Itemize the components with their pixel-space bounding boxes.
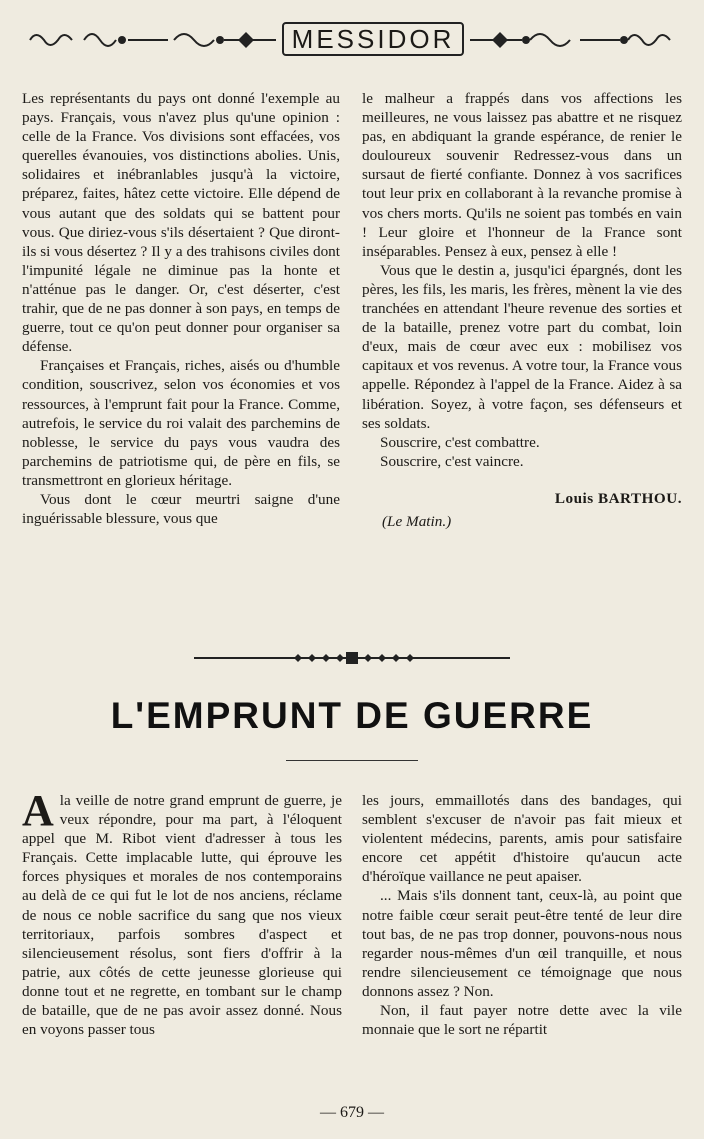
section-divider-icon <box>194 648 510 668</box>
article2-right-column <box>362 791 682 1039</box>
article1-signature: Louis BARTHOU. <box>554 489 682 507</box>
article2-paragraph-text: la veille de notre grand emprunt de guerre, je veux répondre, pour ma part, à l'éloquent appel que M. Ribot vient d'adresser à tous les Français. Cette implacable lutte, qui éprouve les forces physiques et morales de nos contemporains au delà de ce qui fut le lot de nos anciens, réclame de nous ce noble sacrifice du sang que nos vieux territoriaux, parfois sombres d'aspect et silencieusement résolus, sont fiers d'offrir à la patrie, aux côtés de cette jeunesse glorieuse qui donne tout et ne regrette, en tombant sur le champ de bataille, que de ne pas avoir assez donné. Nous en voyons passer tous <box>22 792 342 1039</box>
article2-title: L'EMPRUNT DE GUERRE <box>110 695 594 736</box>
article2-left-column <box>22 786 342 1039</box>
article1-paragraph: Vous que le destin a, jusqu'ici épargnés, dont les pères, les fils, les maris, les frères, mènent la vie des tranchées en attendant l'heure revenue des sorties et de la bataille, prenez votre part du combat, loin d'eux, mais de cœur avec eux : mobilisez vos capitaux et vos revenus. A votre tour, la France vous appelle. Répondez à l'appel de la France. Aidez à sa libération. Soyez, à votre façon, ses défenseurs et ses soldats. <box>362 261 682 432</box>
article2-paragraph: les jours, emmaillotés dans des bandages, qui semblent s'excuser de n'avoir pas fait mieux et violentent médecins, parents, amis pour satisfaire encore cet appétit d'histoire qu'aucun acte d'héroïque vaillance ne peut apaiser. <box>362 792 682 886</box>
article1-right-column <box>362 89 682 531</box>
article1-paragraph: le malheur a frappés dans vos affections les meilleures, ne vous laissez pas abattre et ne risquez pas, en abdiquant la grande espérance, de renier le douloureux souvenir Redressez-vous dans un sursaut de fierté confiante. Donnez à vos sacrifices tout leur prix en collaborant à la revanche promise à vos chers morts. Qu'ils ne soient pas tombés en vain ! Leur gloire et l'honneur de la France sont inséparables. Pensez à eux, pensez à elle ! <box>362 90 682 260</box>
article2-paragraph <box>22 786 342 1039</box>
article1-paragraph: Françaises et Français, riches, aisés ou d'humble condition, souscrivez, selon vos économies et vos ressources, à l'emprunt fait pour la France. Comme, autrefois, le service du roi valait des parchemins de noblesse, le service du pays vous vaudra des parchemins de patriotisme qui, de père en fils, se transmettront en glorieux héritage. <box>22 357 340 489</box>
drop-cap: A <box>22 786 54 835</box>
article1-slogan: Souscrire, c'est combattre. <box>380 433 540 451</box>
article1-source: (Le Matin.) <box>382 512 452 530</box>
article1-slogan: Souscrire, c'est vaincre. <box>380 452 524 470</box>
masthead-title: MESSIDOR <box>282 22 464 56</box>
page-number: — 679 — <box>320 1104 384 1121</box>
article2-paragraph: ... Mais s'ils donnent tant, ceux-là, au point que notre faible cœur serait peut-être tenté de leur dire tout bas, de ne pas trop donner, pouvons-nous nous regarder nous-mêmes d'un œil tranquille, et nous rendre silencieusement ce témoignage que nous donnons assez ? Non. <box>362 887 682 1000</box>
title-underline <box>286 760 418 761</box>
article1-left-column <box>22 89 340 528</box>
article1-paragraph: Vous dont le cœur meurtri saigne d'une inguérissable blessure, vous que <box>22 490 340 528</box>
article2-paragraph: Non, il faut payer notre dette avec la vile monnaie que le sort ne répartit <box>362 1002 682 1039</box>
article1-paragraph: Les représentants du pays ont donné l'exemple au pays. Français, vous n'avez plus qu'une opinion : celle de la France. Vos divisions sont effacées, vos querelles évanouies, vos distinctions abolies. Unis, solidaires et inébranlables jusqu'à la victoire, préparez, faites, hâtez cette victoire. Elle dépend de vous autant que des soldats qui se battent pour vous. Que diriez-vous s'ils désertaient ? Que diront-ils si vous désertez ? Il y a des trahisons civiles dont l'impunité légale ne diminue pas la honte et n'atténue pas le danger. Or, c'est déserter, c'est trahir, que de ne pas donner à son pays, en temps de guerre, tout ce qu'on peut donner pour organiser sa défense. <box>22 90 340 356</box>
page-header <box>24 18 680 62</box>
